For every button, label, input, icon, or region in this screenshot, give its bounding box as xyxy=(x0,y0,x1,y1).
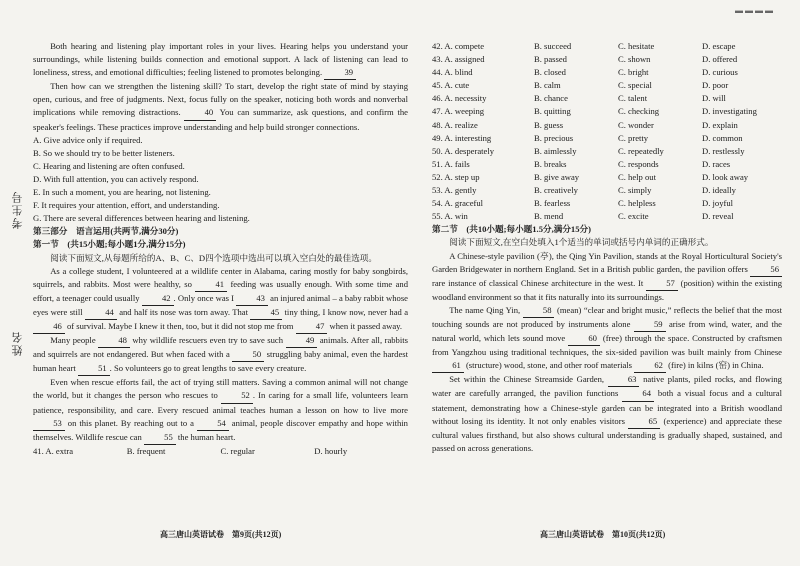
text: Both hearing and listening play important roles in your lives. Hearing helps you understand your surroundings, while listening builds connection and emotional support. A lack of listening can lead to loneliness, stress, and emotional difficulties; feeling listened to promotes belonging. xyxy=(33,41,408,78)
part-heading: 第三部分 语言运用(共两节,满分30分) xyxy=(33,226,179,237)
choice-option: 53. A. gently xyxy=(432,185,477,196)
choice-row xyxy=(432,132,782,145)
text: an injured animal – a baby rabbit whose eyes were still xyxy=(33,292,408,317)
blank-47: 47 xyxy=(296,320,328,334)
option-G: G. There are several differences between hearing and listening. xyxy=(33,213,250,224)
choice-row xyxy=(432,105,782,118)
text: (position) within the existing woodland environment so that it fits naturally into its surroundings. xyxy=(432,277,783,302)
passage-paragraph xyxy=(33,40,408,80)
option-D: D. hourly xyxy=(314,445,348,456)
blank-50: 50 xyxy=(232,348,264,362)
choice-option: C. hesitate xyxy=(618,41,655,51)
choice-option: 51. A. fails xyxy=(432,158,470,169)
text: (structure) wood, stone, and other roof materials xyxy=(465,360,633,371)
choice-option: B. precious xyxy=(534,132,574,143)
choice-option: D. look away xyxy=(702,171,749,182)
blank-40: 40 xyxy=(184,106,216,120)
text: native plants, piled rocks, and flowing water are carefully arranged, the pavilion functions xyxy=(432,374,782,399)
right-column xyxy=(432,40,782,455)
option-C: C. Hearing and listening are often confused. xyxy=(33,160,185,171)
choice-row xyxy=(432,197,782,210)
text: Many people xyxy=(50,335,96,346)
page-footer-right: 高三唐山英语试卷 第10页(共12页) xyxy=(540,530,666,539)
choice-option: D. offered xyxy=(702,54,738,65)
choice-option: C. help out xyxy=(618,171,656,182)
text: . In caring for a small life, volunteers learn patience, responsibility, and care. Every rescued animal teaches human a lesson on how to live more xyxy=(33,390,408,415)
choice-option: D. ideally xyxy=(702,185,736,196)
choice-option: 52. A. step up xyxy=(432,171,480,182)
choice-option: B. mend xyxy=(534,211,564,222)
text: tiny thing, I know now, never had a xyxy=(284,306,409,317)
choice-option: 46. A. necessity xyxy=(432,93,487,104)
option-A: 41. A. extra xyxy=(33,445,74,456)
option-D: D. With full attention, you can actively respond. xyxy=(33,173,199,184)
choice-row xyxy=(432,66,782,79)
top-mark: ▬ ▬ ▬ ▬ xyxy=(735,6,773,15)
choice-option: 47. A. weeping xyxy=(432,106,485,117)
blank-52: 52 xyxy=(221,389,253,403)
text: struggling baby animal, even the hardest human heart xyxy=(33,349,408,374)
choice-option: C. checking xyxy=(618,106,660,117)
text: on this planet. By reaching out to a xyxy=(67,417,194,428)
choice-option: B. closed xyxy=(534,67,566,78)
choice-option: D. races xyxy=(702,158,731,169)
choice-option: D. explain xyxy=(702,119,738,130)
text: of survival. Maybe I knew it then, too, but it did not stop me from xyxy=(66,320,294,331)
blank-55: 55 xyxy=(144,431,176,445)
choice-row xyxy=(432,40,782,53)
choice-option: D. escape xyxy=(702,41,736,51)
choice-option: C. responds xyxy=(618,158,659,169)
answer-choices-list xyxy=(432,40,782,223)
blank-48: 48 xyxy=(98,334,130,348)
choice-option: D. poor xyxy=(702,80,729,91)
choice-option: 54. A. graceful xyxy=(432,198,484,209)
text: You can summarize, ask questions, and confirm the speaker's feelings. These practices improve understanding and help build stronger connections. xyxy=(33,107,408,132)
text: animal, people discover empathy and hope within themselves. Wildlife rescue can xyxy=(33,417,408,442)
text: feeding was usually enough. With some time and effort, a teenager could usually xyxy=(33,278,409,303)
choice-option: C. bright xyxy=(618,67,649,78)
choice-option: C. simply xyxy=(618,185,652,196)
blank-58: 58 xyxy=(523,304,555,318)
choice-option: 45. A. cute xyxy=(432,80,470,91)
blank-51: 51 xyxy=(78,362,110,376)
blank-64: 64 xyxy=(622,387,654,401)
choice-option: B. guess xyxy=(534,119,564,130)
passage-paragraph xyxy=(432,304,782,373)
blank-61: 61 xyxy=(432,359,464,373)
section-heading: 第一节 (共15小题;每小题1分,满分15分) xyxy=(33,239,186,250)
blank-65: 65 xyxy=(628,415,660,429)
choice-row xyxy=(432,53,782,66)
text: Set within the Chinese Streamside Garden, xyxy=(449,374,605,385)
text: rare instance of classical Chinese architecture in the west. It xyxy=(432,277,644,288)
passage-paragraph xyxy=(33,334,408,376)
text: As a college student, I volunteered at a wildlife center in Alabama, caring mostly for baby songbirds, squirrels, and rabbits. Most were healthy, so xyxy=(33,265,408,289)
choice-option: 44. A. blind xyxy=(432,67,473,78)
text: (experience) and appreciate these cultural values firsthand, but also shows cultural understanding is gradually shaped, sustained, and passed on across generations. xyxy=(432,415,782,453)
choice-row xyxy=(432,171,782,184)
choice-option: B. calm xyxy=(534,80,561,91)
blank-60: 60 xyxy=(568,332,600,346)
text: (fire) in kilns (窑) in China. xyxy=(668,360,764,371)
choice-option: D. investigating xyxy=(702,106,757,117)
text: (mean) “clear and bright music,” reflects the belief that the most touching sounds are not produced by instruments alone xyxy=(432,304,782,329)
page-footer-left: 高三唐山英语试卷 第9页(共12页) xyxy=(160,530,282,539)
instructions: 阅读下面短文,在空白处填入1个适当的单词或括号内单词的正确形式。 xyxy=(449,237,714,248)
text: arise from wind, water, and the natural world, which lets sound move xyxy=(432,318,782,344)
text: animals. After all, rabbits and squirrels are not endangered. But when faced with a xyxy=(33,335,408,360)
text: (free) through the space. Constructed by craftsmen from Yangzhou using traditional techniques, the six-sided pavilion was built mainly from Chinese xyxy=(432,333,782,358)
blank-41: 41 xyxy=(195,278,227,292)
blank-63: 63 xyxy=(608,373,640,387)
text: The name Qing Yin, xyxy=(449,304,521,315)
passage-paragraph xyxy=(33,376,408,444)
blank-46: 46 xyxy=(33,320,65,334)
passage-paragraph xyxy=(33,80,408,133)
choice-option: B. succeed xyxy=(534,41,572,51)
choice-row xyxy=(432,79,782,92)
text: both a visual focus and a cultural statement, demonstrating how a Chinese-style garden can be integrated into a British woodland without losing its identity. It not only enables visitors xyxy=(432,388,782,426)
choice-option: B. creatively xyxy=(534,185,578,196)
blank-43: 43 xyxy=(236,292,268,306)
exam-number-label: 考生号 xyxy=(12,190,24,229)
instructions: 阅读下面短文,从每题所给的A、B、C、D四个选项中选出可以填入空白处的最佳选项。 xyxy=(50,252,377,263)
choice-option: D. reveal xyxy=(702,211,734,222)
choice-option: 48. A. realize xyxy=(432,119,478,130)
choice-option: C. helpless xyxy=(618,198,656,209)
choice-option: D. restlessly xyxy=(702,145,745,156)
text: Even when rescue efforts fail, the act of trying still matters. Saving a common animal will not change the world, but it changes the person who rescues to xyxy=(33,377,408,401)
choice-option: C. wonder xyxy=(618,119,654,130)
choice-option: B. quitting xyxy=(534,106,571,117)
choice-option: B. give away xyxy=(534,171,580,182)
blank-42: 42 xyxy=(142,292,174,306)
choice-row xyxy=(432,210,782,223)
choice-option: B. aimlessly xyxy=(534,145,577,156)
name-label: 姓名 xyxy=(12,330,24,356)
option-B: B. So we should try to be better listeners. xyxy=(33,147,175,158)
choice-row xyxy=(432,184,782,197)
option-F: F. It requires your attention, effort, and understanding. xyxy=(33,200,220,211)
blank-45: 45 xyxy=(250,306,282,320)
passage-paragraph xyxy=(33,265,408,334)
choice-row xyxy=(432,145,782,158)
choice-option: C. special xyxy=(618,80,652,91)
text: why wildlife rescuers even try to save such xyxy=(132,335,284,346)
choice-row xyxy=(432,92,782,105)
choice-option: B. breaks xyxy=(534,158,567,169)
text: the human heart. xyxy=(177,431,236,442)
choice-row xyxy=(432,158,782,171)
choice-option: B. fearless xyxy=(534,198,571,209)
passage-paragraph xyxy=(432,373,782,455)
text: A Chinese-style pavilion (亭), the Qing Yin Pavilion, stands at the Royal Horticultural Society's Garden Bridgewater in northern England. Set in a British public garden, the pavilion offers xyxy=(432,250,782,274)
question-41-options xyxy=(33,445,408,458)
choice-option: 42. A. compete xyxy=(432,41,485,51)
choice-option: D. joyful xyxy=(702,198,734,209)
option-B: B. frequent xyxy=(126,445,166,456)
blank-49: 49 xyxy=(286,334,318,348)
text: when it passed away. xyxy=(329,320,403,331)
option-C: C. regular xyxy=(220,445,255,456)
choice-option: C. shown xyxy=(618,54,651,65)
choice-row xyxy=(432,119,782,132)
left-column xyxy=(33,40,408,458)
blank-62: 62 xyxy=(634,359,666,373)
choice-option: D. common xyxy=(702,132,743,143)
choice-option: C. repeatedly xyxy=(618,145,664,156)
blank-56: 56 xyxy=(750,263,782,277)
blank-53: 53 xyxy=(33,417,65,431)
blank-44: 44 xyxy=(85,306,117,320)
choice-option: 49. A. interesting xyxy=(432,132,492,143)
blank-54: 54 xyxy=(197,417,229,431)
option-A: A. Give advice only if required. xyxy=(33,134,143,145)
text: Then how can we strengthen the listening skill? To start, develop the right state of mind by staying open, curious, and free of judgments. Next, focus fully on the speaker, noticing both words and nonverbal implications while removing distractions. xyxy=(33,81,408,118)
choice-option: 43. A. assigned xyxy=(432,54,485,65)
choice-option: 55. A. win xyxy=(432,211,468,222)
choice-option: C. excite xyxy=(618,211,649,222)
choice-option: D. will xyxy=(702,93,726,104)
option-E: E. In such a moment, you are hearing, not listening. xyxy=(33,187,211,198)
blank-59: 59 xyxy=(634,318,666,332)
text: and half its nose was torn away. That xyxy=(119,306,248,317)
choice-option: B. chance xyxy=(534,93,568,104)
blank-39: 39 xyxy=(324,66,356,80)
choice-option: C. pretty xyxy=(618,132,649,143)
text: . Only once was I xyxy=(173,292,235,303)
text: . So volunteers go to great lengths to save every creature. xyxy=(109,363,307,374)
choice-option: C. talent xyxy=(618,93,648,104)
blank-57: 57 xyxy=(646,277,678,291)
choice-option: B. passed xyxy=(534,54,567,65)
passage-paragraph xyxy=(432,250,782,304)
choice-option: D. curious xyxy=(702,67,738,78)
section-heading: 第二节 (共10小题;每小题1.5分,满分15分) xyxy=(432,224,591,235)
choice-option: 50. A. desperately xyxy=(432,145,495,156)
